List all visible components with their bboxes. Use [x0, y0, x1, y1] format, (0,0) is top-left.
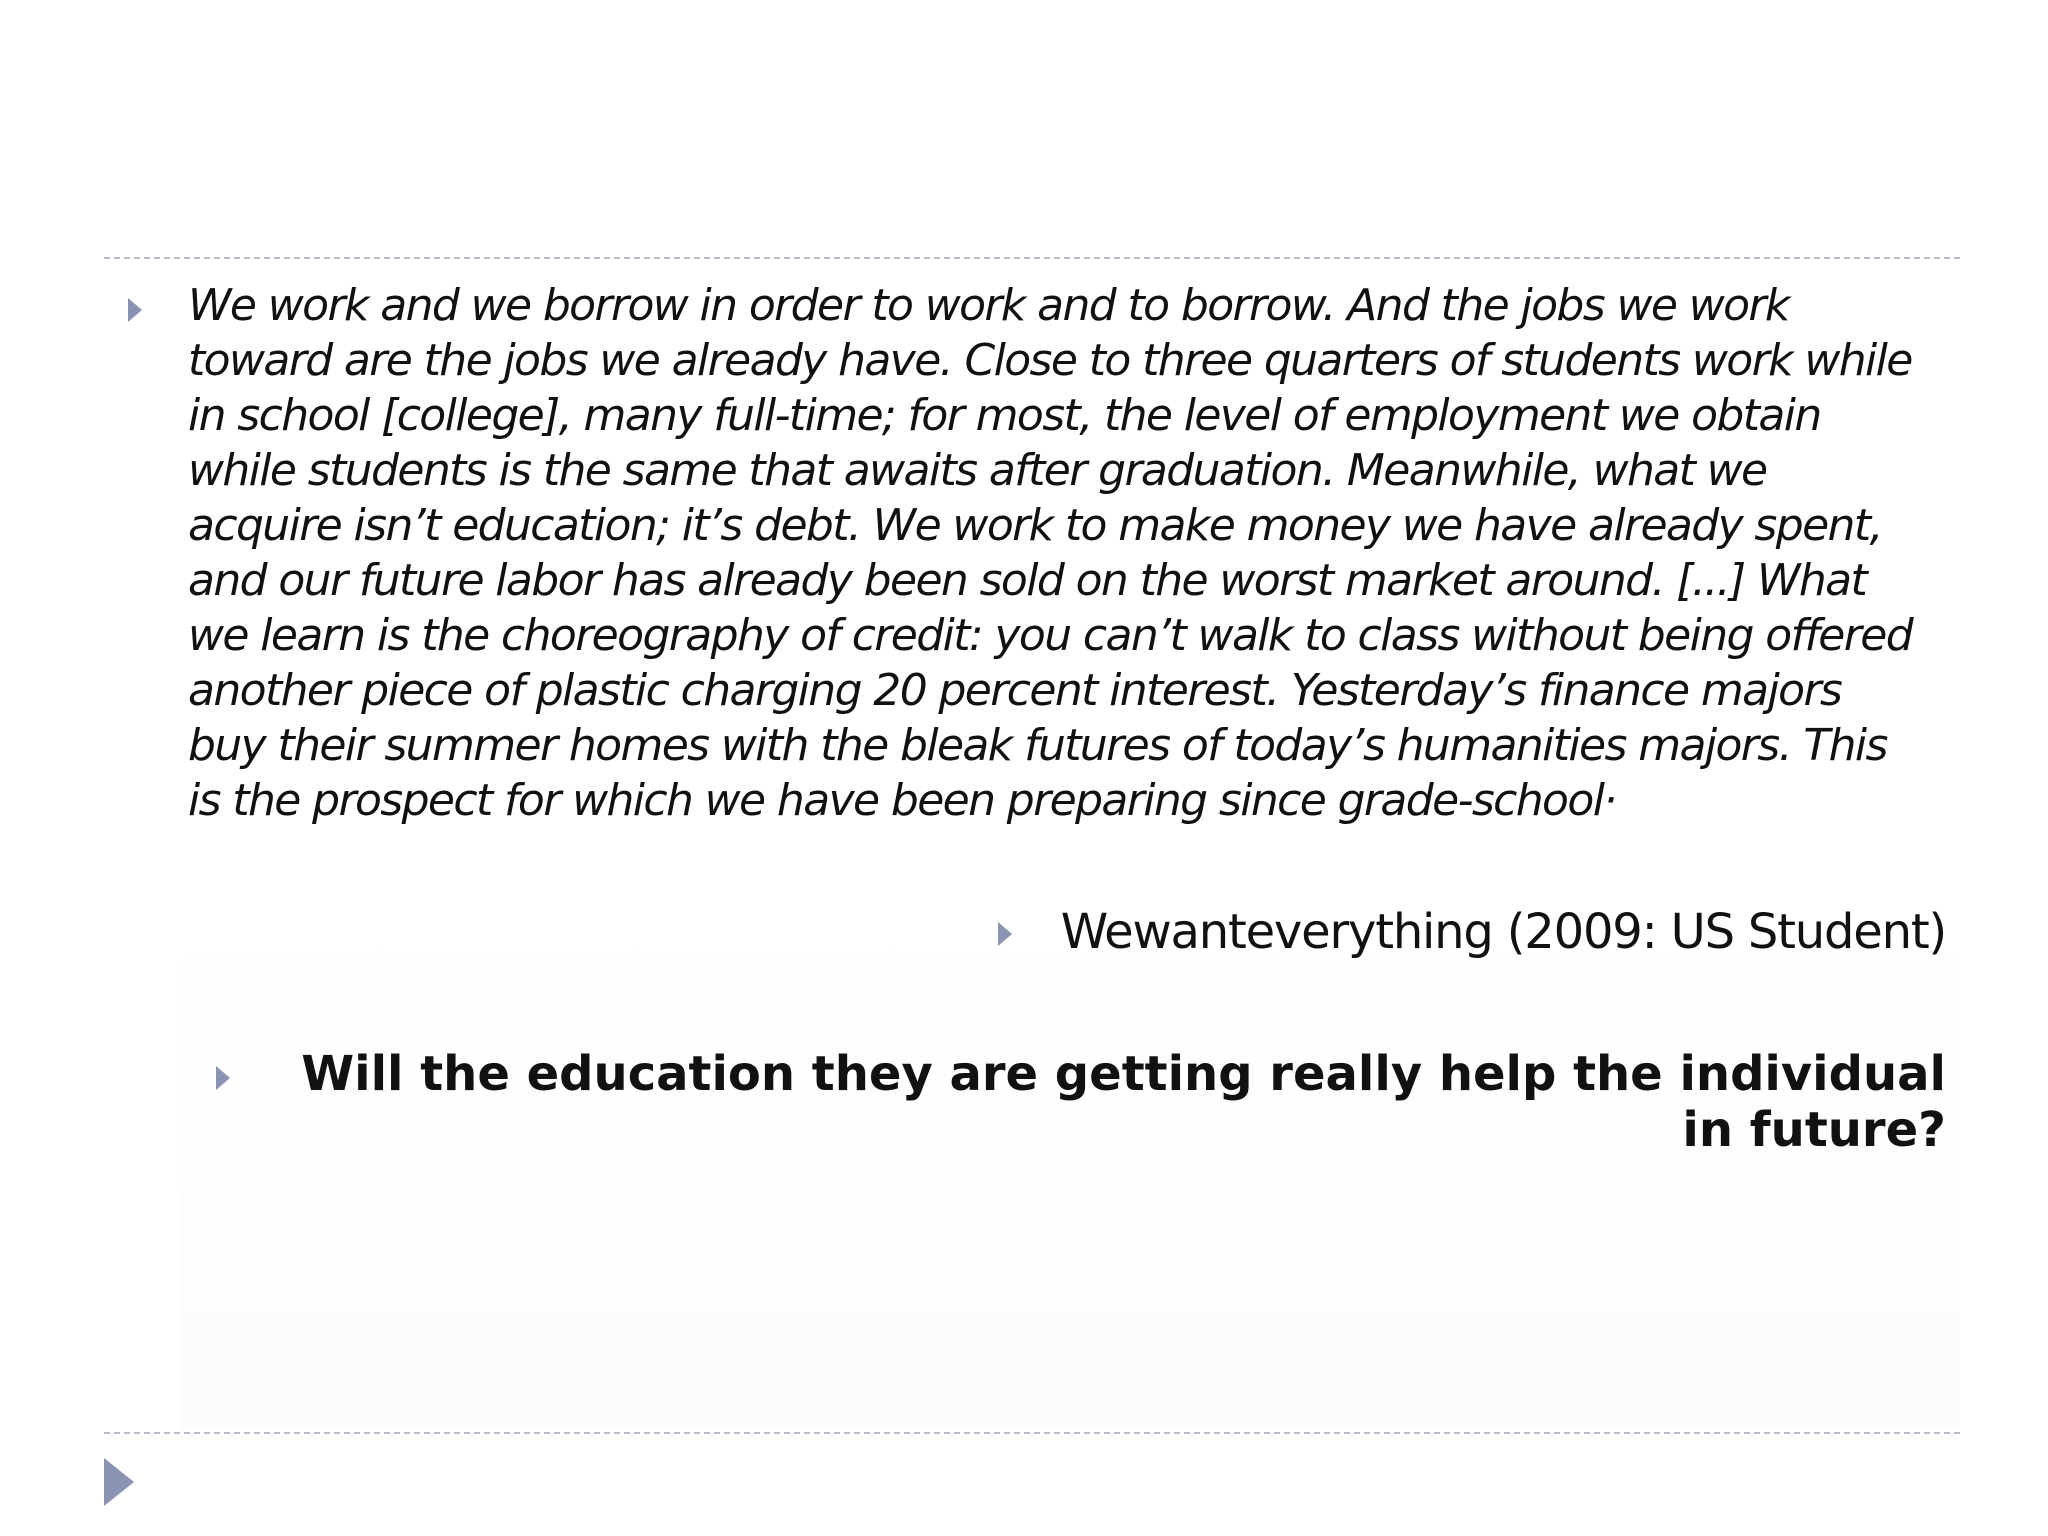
- discussion-question: Will the education they are getting really help the individual in future?: [301, 1046, 1946, 1158]
- quote-citation: Wewanteverything (2009: US Student): [1060, 904, 1946, 960]
- question-bullet-icon: [216, 1066, 230, 1090]
- top-divider: [104, 257, 1960, 259]
- quote-text: We work and we borrow in order to work and to borrow. And the jobs we work toward are the jobs we already have. Close to three quarters of students work while in school [college], many full-time; for most, the level of employment we obtain while students is the same that awaits after graduation. Meanwhile, what we acquire isn’t education; it’s debt. We work to make money we have already spent, and our future labor has already been sold on the worst market around. [...] What we learn is the choreography of credit: you can’t walk to class without being offered another piece of plastic charging 20 percent interest. Yesterday’s finance majors buy their summer homes with the bleak futures of today’s humanities majors. This is the prospect for which we have been preparing since grade-school·: [188, 280, 1913, 826]
- content-background: [180, 900, 1960, 1430]
- bottom-divider: [104, 1432, 1960, 1434]
- play-arrow-icon: [104, 1458, 134, 1506]
- quote-bullet-icon: [128, 298, 142, 322]
- citation-bullet-icon: [998, 922, 1012, 946]
